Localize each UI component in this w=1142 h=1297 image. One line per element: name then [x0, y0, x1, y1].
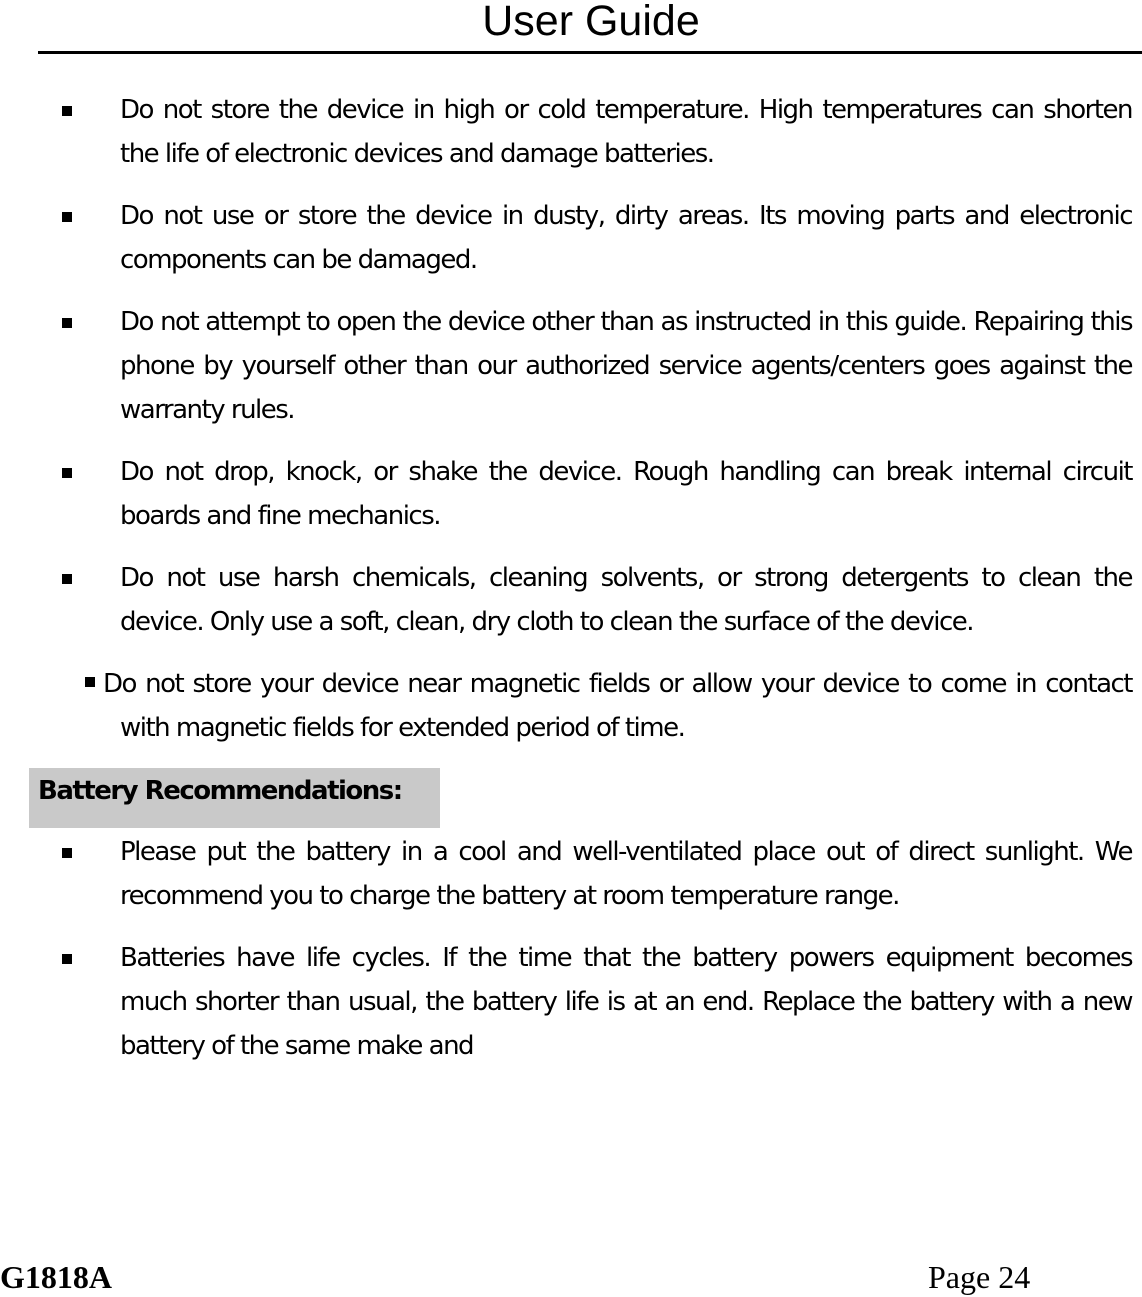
- list-item-text: Batteries have life cycles. If the time that the battery powers equipment becomes much shorter than usual, the battery life is at an end. Replace the battery with a new battery of the same make and: [120, 943, 1132, 1061]
- square-bullet-icon: [62, 468, 72, 478]
- list-item: [0, 300, 1142, 432]
- list-item: [0, 936, 1142, 1068]
- document-body: [0, 88, 1142, 1086]
- square-bullet-icon: [62, 106, 72, 116]
- list-item: [0, 88, 1142, 176]
- list-item-text: Do not attempt to open the device other than as instructed in this guide. Repairing this phone by yourself other than our authorized service agents/centers goes against the warranty rules.: [120, 307, 1132, 425]
- list-item-text: Please put the battery in a cool and well-ventilated place out of direct sunlight. We recommend you to charge the battery at room temperature range.: [120, 837, 1132, 911]
- list-item: [0, 662, 1142, 750]
- list-item-text: Do not drop, knock, or shake the device. Rough handling can break internal circuit boards and fine mechanics.: [120, 457, 1132, 531]
- square-bullet-icon: [62, 954, 72, 964]
- square-bullet-icon: [62, 212, 72, 222]
- square-bullet-icon: [62, 574, 72, 584]
- header-divider: [38, 51, 1142, 54]
- page-header-title: User Guide: [482, 0, 700, 45]
- list-item: [0, 194, 1142, 282]
- footer-model-number: G1818A: [0, 1259, 112, 1295]
- list-item: [0, 450, 1142, 538]
- list-item-text: Do not use harsh chemicals, cleaning solvents, or strong detergents to clean the device. Only use a soft, clean, dry cloth to clean the surface of the device.: [120, 563, 1132, 637]
- square-bullet-icon: [62, 848, 72, 858]
- list-item-text: Do not use or store the device in dusty, dirty areas. Its moving parts and electronic components can be damaged.: [120, 201, 1132, 275]
- footer-page-number: Page 24: [928, 1259, 1031, 1295]
- square-bullet-icon: [62, 318, 72, 328]
- list-item: [0, 556, 1142, 644]
- section-heading: Battery Recommendations:: [29, 768, 440, 828]
- list-item-text: Do not store your device near magnetic fields or allow your device to come in contact with magnetic fields for extended period of time.: [103, 669, 1132, 743]
- square-bullet-icon: [85, 677, 95, 687]
- list-item: [0, 830, 1142, 918]
- list-item-text: Do not store the device in high or cold temperature. High temperatures can shorten the life of electronic devices and damage batteries.: [120, 95, 1132, 169]
